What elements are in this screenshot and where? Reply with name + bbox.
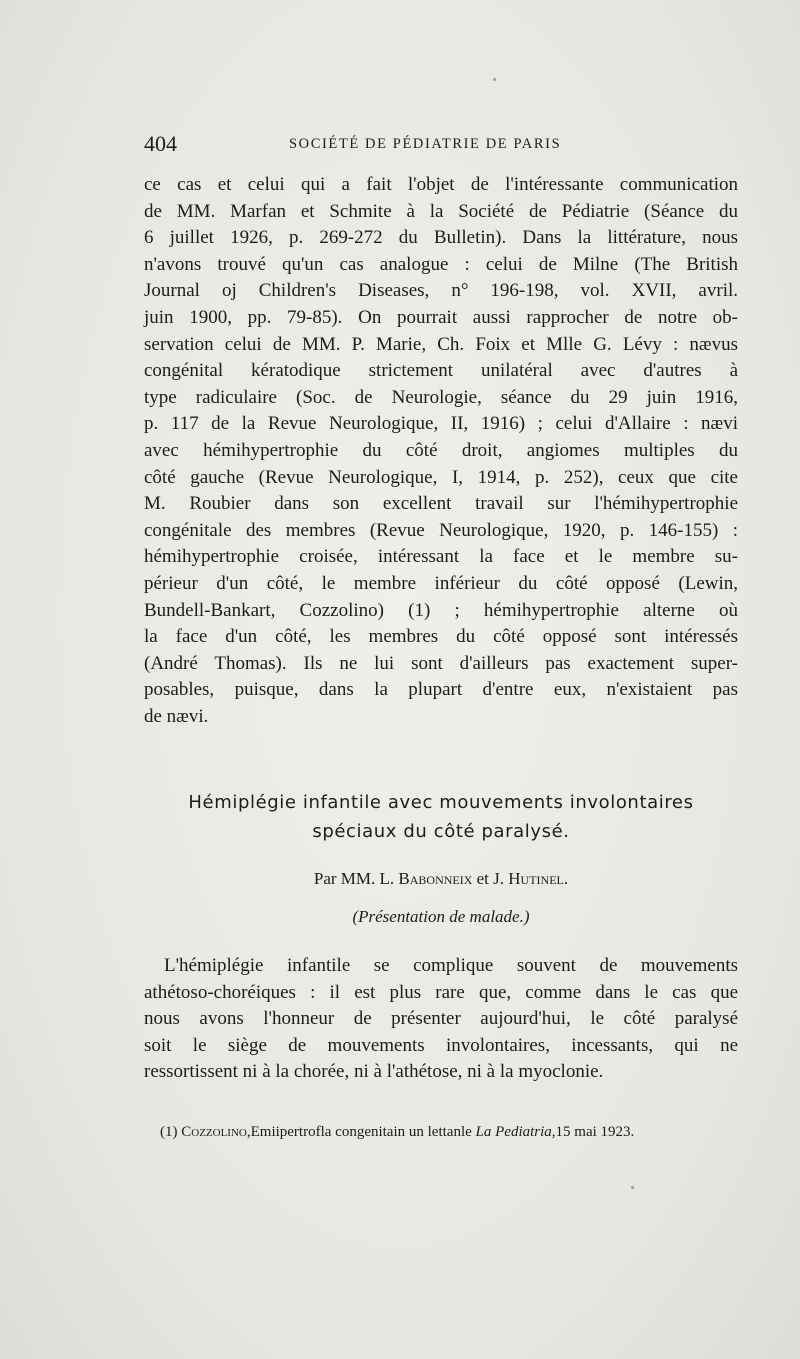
text-line: avec hémihypertrophie du côté droit, angiomes multiples du xyxy=(144,439,738,461)
text-line: nous avons l'honneur de présenter aujourd'hui, le côté paralysé xyxy=(144,1008,738,1030)
running-head: SOCIÉTÉ DE PÉDIATRIE DE PARIS xyxy=(289,136,562,152)
text-line: p. 117 de la Revue Neurologique, II, 1916) ; celui d'Allaire : nævi xyxy=(144,413,738,435)
footnote xyxy=(160,1124,740,1141)
text-line: juin 1900, pp. 79-85). On pourrait aussi rapprocher de notre ob- xyxy=(144,306,738,328)
paragraph-continuation xyxy=(144,172,738,730)
text-line: congénitale des membres (Revue Neurologique, 1920, p. 146-155) : xyxy=(144,519,738,541)
paper-speck xyxy=(493,78,496,81)
section-title-line: spéciaux du côté paralysé. xyxy=(312,821,570,842)
text-line: de MM. Marfan et Schmite à la Société de Pédiatrie (Séance du xyxy=(144,200,738,222)
page-header xyxy=(144,131,750,161)
footnote-journal: La Pediatria, xyxy=(475,1124,556,1140)
footnote-marker: (1) xyxy=(160,1124,178,1140)
page-number: 404 xyxy=(144,131,177,156)
text-line: périeur d'un côté, le membre inférieur du côté opposé (Lewin, xyxy=(144,572,738,594)
text-line: la face d'un côté, les membres du côté opposé sont intéressés xyxy=(144,626,738,648)
authors-line: Par MM. L. Babonneix et J. Hutinel. xyxy=(313,869,569,888)
text-line: (André Thomas). Ils ne lui sont d'ailleurs pas exactement super- xyxy=(144,652,738,674)
text-line: type radiculaire (Soc. de Neurologie, séance du 29 juin 1916, xyxy=(144,386,738,408)
paper-speck xyxy=(631,1186,634,1189)
footnote-author: Cozzolino, xyxy=(181,1124,251,1140)
text-line: 6 juillet 1926, p. 269-272 du Bulletin). Dans la littérature, nous xyxy=(144,227,738,249)
text-line: ressortissent ni à la chorée, ni à l'athétose, ni à la myoclonie. xyxy=(144,1061,604,1083)
text-line: M. Roubier dans son excellent travail sur l'hémihypertrophie xyxy=(144,493,738,515)
text-line: n'avons trouvé qu'un cas analogue : celui de Milne (The British xyxy=(144,253,738,275)
text-line: L'hémiplégie infantile se complique souvent de mouvements xyxy=(164,955,738,976)
text-line: athétoso-choréiques : il est plus rare que, comme dans le cas que xyxy=(144,981,738,1003)
text-line: hémihypertrophie croisée, intéressant la face et le membre su- xyxy=(144,546,738,568)
text-line: côté gauche (Revue Neurologique, I, 1914, p. 252), ceux que cite xyxy=(144,466,738,488)
presentation-note: (Présentation de malade.) xyxy=(352,907,530,926)
author-name: Hutinel xyxy=(508,869,564,888)
authors-prefix: Par MM. L. xyxy=(313,869,395,888)
authors-middle: et J. xyxy=(476,869,505,888)
text-line: servation celui de MM. P. Marie, Ch. Foix et Mlle G. Lévy : nævus xyxy=(144,333,738,355)
footnote-date: 15 mai 1923. xyxy=(555,1124,635,1140)
text-line: ce cas et celui qui a fait l'objet de l'intéressante communication xyxy=(144,174,738,195)
footnote-text: Emiipertrofla congenitain un lettanle xyxy=(250,1124,472,1140)
text-line: de nævi. xyxy=(144,705,209,727)
section-title-line: Hémiplégie infantile avec mouvements involontaires xyxy=(188,792,694,813)
section-title xyxy=(144,788,738,846)
text-line: soit le siège de mouvements involontaires, incessants, qui ne xyxy=(144,1034,738,1056)
author-name: Babonneix xyxy=(398,869,473,888)
text-line: congénital kératodique strictement unilatéral avec d'autres à xyxy=(144,360,738,382)
text-line: Journal oj Children's Diseases, n° 196-198, vol. XVII, avril. xyxy=(144,280,738,302)
text-line: Bundell-Bankart, Cozzolino) (1) ; hémihypertrophie alterne où xyxy=(144,599,738,621)
text-line: posables, puisque, dans la plupart d'entre eux, n'existaient pas xyxy=(144,679,738,701)
section-paragraph xyxy=(144,953,738,1086)
